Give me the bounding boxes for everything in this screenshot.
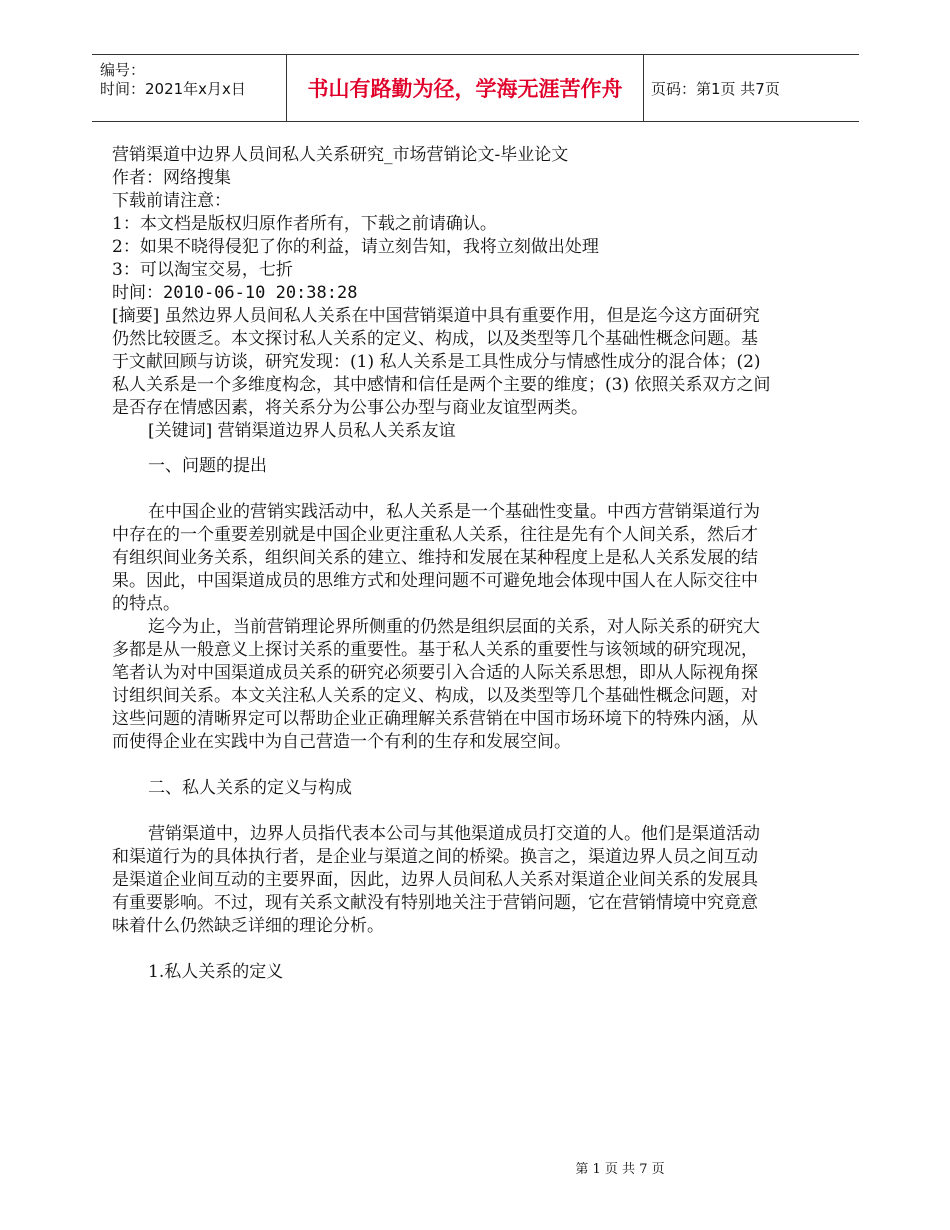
article-time: 时间：2010-06-10 20:38:28 <box>112 283 358 303</box>
notice-item: 3：可以淘宝交易，七折 <box>112 260 293 280</box>
keywords: [关键词] 营销渠道边界人员私人关系友谊 <box>148 421 456 441</box>
notice-title: 下载前请注意： <box>112 191 231 211</box>
subsection-heading: 1.私人关系的定义 <box>148 962 284 982</box>
header-page-info <box>643 55 859 121</box>
paragraph: 迄今为止，当前营销理论界所侧重的仍然是组织层面的关系，对人际关系的研究大多都是从一般意义上探讨关系的重要性。基于私人关系的重要性与该领域的研究现况，笔者认为对中国渠道成员关系的研究必须要引入合适的人际关系思想，即从人际视角探讨组织间关系。本文关注私人关系的定义、构成，以及类型等几个基础性概念问题，对这些问题的清晰界定可以帮助企业正确理解关系营销在中国市场环境下的特殊内涵，从而使得企业在实践中为自己营造一个有利的生存和发展空间。 <box>112 617 760 752</box>
document-body <box>112 144 772 984</box>
notice-item: 1：本文档是版权归原作者所有，下载之前请确认。 <box>112 214 497 234</box>
header-meta <box>92 55 286 121</box>
page-footer: 第 1 页 共 7 页 <box>575 1162 665 1177</box>
motto: 书山有路勤为径，学海无涯苦作舟 <box>286 55 644 121</box>
paragraph: 营销渠道中，边界人员指代表本公司与其他渠道成员打交道的人。他们是渠道活动和渠道行为的具体执行者，是企业与渠道之间的桥梁。换言之，渠道边界人员之间互动是渠道企业间互动的主要界面，因此，边界人员间私人关系对渠道企业间关系的发展具有重要影响。不过，现有关系文献没有特别地关注于营销问题，它在营销情境中究竟意味着什么仍然缺乏详细的理论分析。 <box>112 824 760 936</box>
page-info-text: 页码：第1页 共7页 <box>651 79 780 98</box>
abstract: [摘要] 虽然边界人员间私人关系在中国营销渠道中具有重要作用，但是迄今这方面研究仍然比较匮乏。本文探讨私人关系的定义、构成，以及类型等几个基础性概念问题。基于文献回顾与访谈，研究发现：(1) 私人关系是工具性成分与情感性成分的混合体；(2) 私人关系是一个多维度构念，其中感情和信任是两个主要的维度；(3) 依照关系双方之间是否存在情感因素，将关系分为公事公办型与商业友谊型两类。 <box>112 306 771 418</box>
section-heading: 二、私人关系的定义与构成 <box>148 778 352 798</box>
page-header <box>92 54 859 122</box>
number-label: 编号： <box>100 61 146 79</box>
article-title: 营销渠道中边界人员间私人关系研究_市场营销论文-毕业论文 <box>112 145 569 165</box>
notice-item: 2：如果不晓得侵犯了你的利益，请立刻告知，我将立刻做出处理 <box>112 237 599 257</box>
time-label: 时间：2021年x月x日 <box>100 80 246 98</box>
paragraph: 在中国企业的营销实践活动中，私人关系是一个基础性变量。中西方营销渠道行为中存在的一个重要差别就是中国企业更注重私人关系，往往是先有个人间关系，然后才有组织间业务关系，组织间关系的建立、维持和发展在某种程度上是私人关系发展的结果。因此，中国渠道成员的思维方式和处理问题不可避免地会体现中国人在人际交往中的特点。 <box>112 502 760 614</box>
article-author: 作者：网络搜集 <box>112 168 231 188</box>
section-heading: 一、问题的提出 <box>148 456 267 476</box>
